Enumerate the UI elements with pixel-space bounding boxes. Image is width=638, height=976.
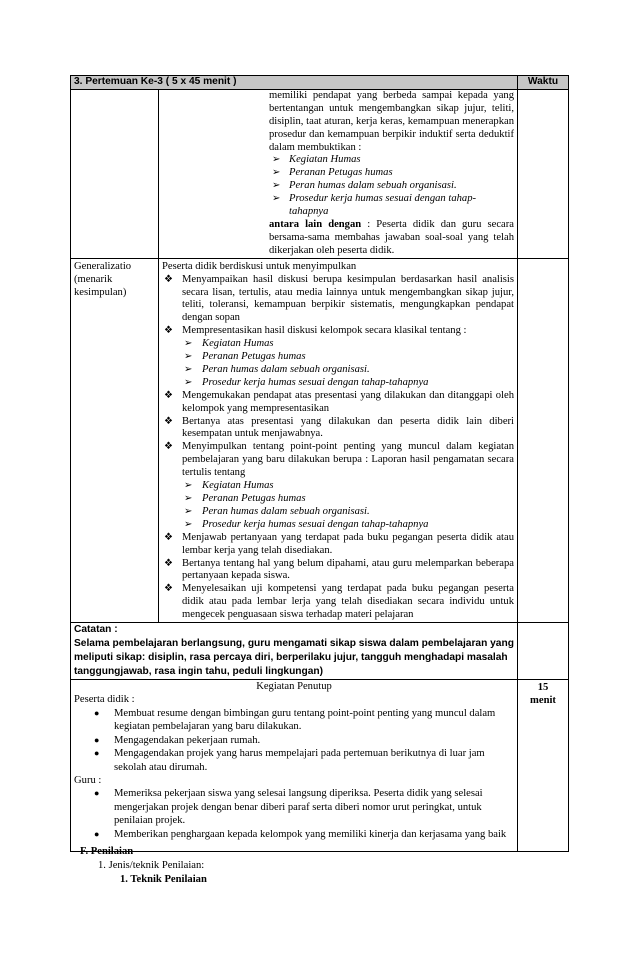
list-item: ❖ Bertanya tentang hal yang belum dipahami, atau guru melemparkan beberapa pertanyaan kepada siswa. bbox=[164, 557, 514, 582]
guru-list bbox=[74, 787, 514, 841]
diamond-bullet-icon: ❖ bbox=[164, 389, 173, 401]
catatan-cell bbox=[71, 623, 518, 680]
list-item: ➢ Peran humas dalam sebuah organisasi. bbox=[184, 363, 370, 375]
list-item: ➢ Kegiatan Humas bbox=[272, 154, 361, 166]
diamond-bullet-icon: ❖ bbox=[164, 441, 173, 453]
list-item: ➢ Kegiatan Humas bbox=[184, 338, 274, 350]
dot-bullet-icon: ● bbox=[94, 734, 100, 745]
list-item: ➢ Prosedur kerja humas sesuai dengan tahap-tahapnya bbox=[184, 376, 429, 388]
list-item: ➢ Peranan Petugas humas bbox=[272, 167, 393, 179]
diamond-bullet-icon: ❖ bbox=[164, 325, 173, 337]
list-item: ➢ Prosedur kerja humas sesuai dengan tahap-tahapnya bbox=[184, 518, 429, 530]
penilaian-section bbox=[80, 845, 207, 887]
list-item: ❖ Mempresentasikan hasil diskusi kelompok secara klasikal tentang : ➢ Kegiatan Humas ➢ Peranan Petugas humas ➢ Peran humas dalam sebuah organisasi. ➢ Prosedur kerja humas sesuai dengan tahap-tahapnya bbox=[162, 325, 514, 390]
penutup-title: Kegiatan Penutup bbox=[256, 681, 332, 693]
waktu-unit: menit bbox=[530, 694, 556, 706]
dot-bullet-icon: ● bbox=[94, 788, 100, 799]
diamond-bullet-icon: ❖ bbox=[164, 273, 173, 285]
empty-waktu-cell bbox=[518, 258, 569, 622]
list-item: ➢ Peranan Petugas humas bbox=[184, 493, 306, 504]
generalization-list bbox=[162, 274, 514, 622]
peserta-list bbox=[74, 707, 514, 774]
continuation-row bbox=[71, 89, 569, 258]
arrow-bullet-icon: ➢ bbox=[184, 338, 193, 350]
penutup-cell bbox=[71, 680, 518, 852]
section-heading: F. Penilaian bbox=[80, 846, 134, 857]
peserta-label: Peserta didik : bbox=[74, 694, 135, 706]
table-header-row bbox=[71, 76, 569, 90]
list-item: ❖ Menyelesaikan uji kompetensi yang terdapat pada buku pegangan peserta didik atau pada lembar lerja yang telah disediakan secara individu untuk mengecek penguasaan siswa terhadap materi pelajaran bbox=[164, 583, 514, 621]
meeting-title: 3. Pertemuan Ke-3 ( 5 x 45 menit ) bbox=[71, 76, 518, 90]
sub-topics bbox=[182, 480, 514, 532]
subsection-item: 1. Jenis/teknik Penilaian: bbox=[98, 860, 205, 871]
catatan-title: Catatan : bbox=[74, 624, 118, 636]
penutup-row bbox=[71, 680, 569, 852]
generalization-content bbox=[159, 258, 518, 622]
arrow-bullet-icon: ➢ bbox=[272, 180, 281, 192]
waktu-number: 15 bbox=[537, 682, 549, 694]
dot-bullet-icon: ● bbox=[94, 707, 100, 718]
waktu-header: Waktu bbox=[518, 76, 569, 90]
continuation-topics bbox=[269, 154, 514, 219]
arrow-bullet-icon: ➢ bbox=[184, 480, 193, 492]
penutup-waktu bbox=[518, 680, 569, 852]
arrow-bullet-icon: ➢ bbox=[184, 493, 193, 504]
generalization-row bbox=[71, 258, 569, 622]
list-item: ❖ Menjawab pertanyaan yang terdapat pada buku pegangan peserta didik atau lembar kerja yang telah disediakan. bbox=[164, 531, 514, 556]
list-item: ➢ Peranan Petugas humas bbox=[184, 351, 306, 363]
arrow-bullet-icon: ➢ bbox=[184, 363, 193, 375]
diamond-bullet-icon: ❖ bbox=[164, 415, 173, 427]
dot-bullet-icon: ● bbox=[94, 828, 100, 839]
arrow-bullet-icon: ➢ bbox=[272, 193, 281, 205]
empty-label-cell bbox=[71, 89, 159, 258]
list-item: ❖ Menyampaikan hasil diskusi berupa kesimpulan berdasarkan hasil analisis secara lisan, tertulis, atau media lainnya untuk mengembangkan sikap jujur, teliti, toleransi, kemampuan berpikir sistematis, mengungkapkan pendapat dengan sopan bbox=[164, 273, 514, 324]
diamond-bullet-icon: ❖ bbox=[164, 583, 173, 595]
list-item: ● Mengagendakan projek yang harus mempelajari pada pertemuan berikutnya di luar jam sekolah atau dirumah. bbox=[94, 748, 485, 773]
arrow-bullet-icon: ➢ bbox=[184, 351, 193, 363]
list-item: ➢ Peran humas dalam sebuah organisasi. bbox=[184, 505, 370, 517]
empty-waktu-cell bbox=[518, 89, 569, 258]
empty-waktu-cell bbox=[518, 623, 569, 680]
list-item: ➢ Peran humas dalam sebuah organisasi. bbox=[272, 180, 457, 192]
list-item: ● Mengagendakan pekerjaan rumah. bbox=[94, 734, 261, 746]
lesson-table bbox=[70, 75, 569, 852]
diamond-bullet-icon: ❖ bbox=[164, 531, 173, 543]
list-item: ● Membuat resume dengan bimbingan guru tentang point-point penting yang muncul dalam kegiatan pembelajaran yang baru dilakukan. bbox=[94, 707, 496, 733]
continuation-closing: antara lain dengan : Peserta didik dan guru secara bersama-sama membahas jawaban soal-soal yang telah dikerjakan oleh peserta didik. bbox=[269, 218, 514, 256]
catatan-row bbox=[71, 623, 569, 680]
list-item: ❖ Bertanya atas presentasi yang dilakukan dan peserta didik lain diberi kesempatan untuk menjawabnya. bbox=[164, 415, 514, 440]
diamond-bullet-icon: ❖ bbox=[164, 557, 173, 569]
list-item: ● Memberikan penghargaan kepada kelompok yang memiliki kinerja dan kerjasama yang baik bbox=[94, 828, 507, 840]
arrow-bullet-icon: ➢ bbox=[184, 518, 193, 530]
arrow-bullet-icon: ➢ bbox=[184, 376, 193, 388]
generalization-label: Generalizatio (menarik kesimpulan) bbox=[71, 258, 159, 622]
catatan-text: Selama pembelajaran berlangsung, guru mengamati sikap siswa dalam pembelajaran yang meliputi sikap: disiplin, rasa percaya diri, berperilaku jujur, tangguh menghadapi masalah tanggungjawab, rasa ingin tahu, peduli lingkungan) bbox=[74, 638, 514, 678]
arrow-bullet-icon: ➢ bbox=[184, 505, 193, 517]
list-item: ➢ Kegiatan Humas bbox=[184, 480, 274, 492]
guru-label: Guru : bbox=[74, 774, 102, 786]
arrow-bullet-icon: ➢ bbox=[272, 167, 281, 179]
list-item: ● Memeriksa pekerjaan siswa yang selesai langsung diperiksa. Peserta didik yang selesai mengerjakan projek dengan benar diberi paraf serta diberi nomor urut peringkat, untuk penilaian projek. bbox=[94, 788, 483, 827]
sub-topics bbox=[182, 338, 514, 390]
list-item: ➢ Prosedur kerja humas sesuai dengan tahap-tahapnya bbox=[272, 193, 477, 218]
list-item: ❖ Menyimpulkan tentang point-point penting yang muncul dalam kegiatan pembelajaran yang baru dilakukan berupa : Laporan hasil pengamatan secara tertulis tentang ➢ Kegiatan Humas ➢ Peranan Petugas humas ➢ Peran humas dalam sebuah organisasi. ➢ Prosedur kerja humas sesuai dengan tahap-tahapnya bbox=[164, 441, 514, 530]
arrow-bullet-icon: ➢ bbox=[272, 154, 281, 166]
generalization-intro: Peserta didik berdiskusi untuk menyimpulkan bbox=[162, 260, 357, 272]
subsection-heading: 1. Teknik Penilaian bbox=[120, 874, 207, 885]
list-item: ❖ Mengemukakan pendapat atas presentasi yang dilakukan dan ditanggapi oleh kelompok yang mempresentasikan bbox=[164, 389, 514, 414]
continuation-cell bbox=[159, 89, 518, 258]
continuation-text: memiliki pendapat yang berbeda sampai kepada yang bertentangan untuk mengembangkan sikap jujur, teliti, disiplin, taat aturan, kerja keras, kemampuan menerapkan prosedur dan kemampuan berpikir induktif serta deduktif dalam membuktikan : bbox=[269, 89, 514, 153]
dot-bullet-icon: ● bbox=[94, 748, 100, 759]
